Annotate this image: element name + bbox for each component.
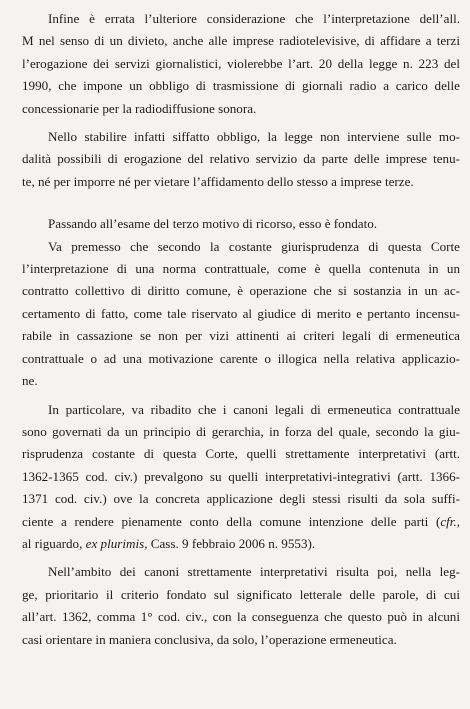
paragraph-4 [22,236,460,393]
text-line: certamento di fatto, come tale riservato al giudice di merito e pertanto incensu- [22,305,460,321]
paragraph-1 [22,8,460,120]
text-line: casi orientare in maniera conclusiva, da solo, l’operazione ermeneutica. [22,631,397,647]
text-line: Nello stabilire infatti siffatto obbligo, la legge non interviene sulle mo- [48,129,460,145]
text-line: Nell’ambito dei canoni strettamente interpretativi risulta poi, nella leg- [48,564,460,580]
text-line: sono governati da un principio di gerarchia, in forza del quale, secondo la giu- [22,423,460,439]
text-line: all’art. 1362, comma 1° cod. civ., con la conseguenza che questo può in alcuni [22,609,460,625]
italic-ex-plurimis: ex plurimis [85,535,145,551]
text-line: Passando all’esame del terzo motivo di ricorso, esso è fondato. [48,216,378,232]
text-line: risprudenza costante di questa Corte, quelli strettamente interpretativi (artt. [22,446,460,462]
text-line: dalità possibili di erogazione del relativo servizio da parte delle imprese tenu- [22,151,460,167]
text-fragment: , [456,513,460,529]
text-line: te, né per imporre né per vietare l’affidamento dello stesso a imprese terze. [22,173,414,189]
text-line: l’erogazione dei servizi giornalistici, violerebbe l’art. 20 della legge n. 223 del [22,55,460,71]
text-line [22,533,460,555]
italic-cfr: cfr. [440,513,457,529]
text-line: contratto collettivo di diritto comune, è operazione che si sostanzia in un ac- [22,283,460,299]
text-line: l’interpretazione di una norma contrattuale, come è quella contenuta in un [22,261,460,277]
text-line: 1371 cod. civ.) ove la concreta applicazione degli stessi risulti da sola suffi- [22,491,460,507]
text-line: concessionarie per la radiodiffusione sonora. [22,100,257,116]
text-fragment: ciente a rendere pienamente conto della comune intenzione delle parti ( [22,513,441,529]
text-line: 1362-1365 cod. civ.) prevalgono su quelli interpretativi-integrativi (artt. 1366- [22,468,460,484]
text-line: ne. [22,373,38,389]
text-line: Va premesso che secondo la costante giurisprudenza di questa Corte [48,238,460,254]
text-line: In particolare, va ribadito che i canoni legali di ermeneutica contrattuale [48,401,460,417]
text-line [22,511,460,533]
text-line: 1990, che impone un obbligo di trasmissione di giornali radio a carico delle [22,78,460,94]
text-line: contrattuale o ad una motivazione carente o illogica nella relativa applicazio- [22,350,460,366]
paragraph-6 [22,561,460,651]
text-fragment: al riguardo, [22,535,83,551]
text-line: Infine è errata l’ulteriore considerazione che l’interpretazione dell’all. [48,11,460,26]
text-fragment: , [144,535,151,551]
text-line: ge, prioritario il criterio fondato sul significato letterale delle parole, di cui [22,586,460,602]
text-fragment: Cass. 9 febbraio 2006 n. 9553). [150,535,316,551]
text-line: rabile in cassazione se non per vizi attinenti ai criteri legali di ermeneutica [22,328,460,344]
paragraph-2 [22,126,460,193]
paragraph-5 [22,399,460,556]
paragraph-3 [22,213,460,235]
text-line: M nel senso di un divieto, anche alle imprese radiotelevisive, di affidare a terzi [22,33,460,49]
